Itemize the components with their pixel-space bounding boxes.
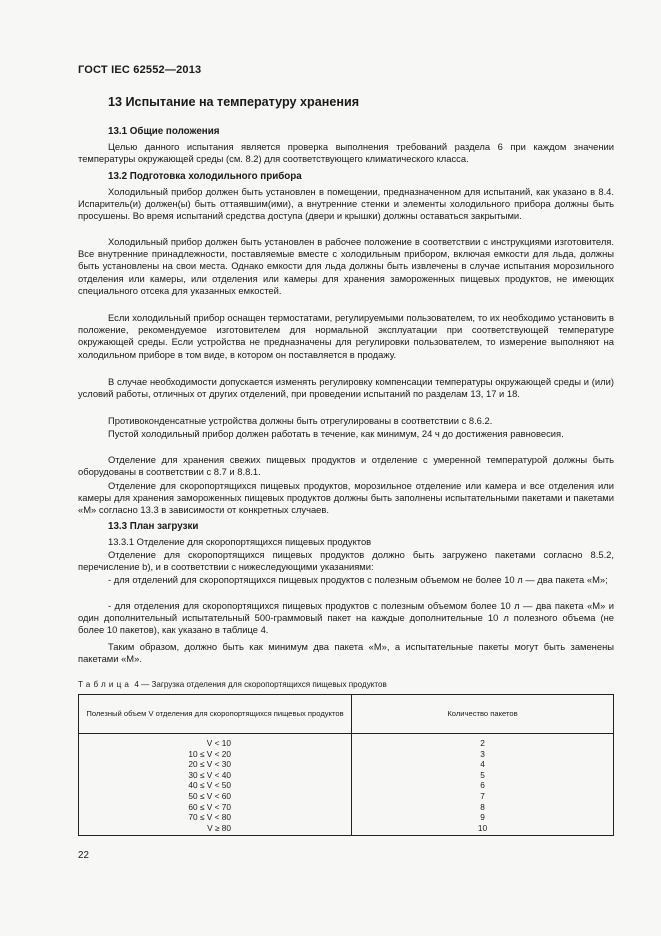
column-header-count-text: Количество пакетов [447,709,518,718]
table-row [79,812,614,823]
volume-cell: 60 ≤ V < 70 [79,802,352,813]
volume-cell: 50 ≤ V < 60 [79,791,352,802]
loading-table [78,694,614,836]
table-row [79,770,614,781]
volume-cell: V ≥ 80 [79,823,352,836]
table-header-row [79,695,614,734]
subsection-title-13-1: 13.1 Общие положения [108,126,220,137]
paragraph-13-2-fresh-food: Отделение для хранения свежих пищевых продуктов и отделение с умеренной температурой должны быть оборудованы в соответствии с 8.7 и 8.8.1. [78,454,614,478]
paragraph-13-3-1-conclusion: Таким образом, должно быть как минимум два пакета «М», а испытательные пакеты могут быть заменены пакетами «М». [78,641,614,665]
count-cell: 10 [352,823,614,836]
table-row [79,823,614,836]
paragraph-13-2-compensation: В случае необходимости допускается изменять регулировку компенсации температуры окружающей среды и (или) условий работы, отличных от других отделений, при проведении испытаний по разделам 13, 17 и 18. [78,376,614,400]
column-header-volume [79,695,352,734]
table-row [79,802,614,813]
column-header-volume-text: Полезный объем V отделения для скоропортящихся пищевых продуктов [86,709,344,718]
count-cell: 4 [352,759,614,770]
column-header-count [352,695,614,734]
paragraph-13-2-perishable: Отделение для скоропортящихся пищевых продуктов, морозильное отделение или камера и все отделения или камеры для хранения замороженных пищевых продуктов должны быть заполнены испытательными пакетами и пакетами «М» согласно 13.3 в зависимости от конкретных случаев. [78,480,614,516]
table-row [79,759,614,770]
count-cell: 6 [352,780,614,791]
count-cell: 9 [352,812,614,823]
subsection-title-13-2: 13.2 Подготовка холодильного прибора [108,171,302,182]
paragraph-13-2-position: Холодильный прибор должен быть установлен в рабочее положение в соответствии с инструкциями изготовителя. Все внутренние принадлежности, поставляемые вместе с холодильным прибором, включая емкости для льда, должны быть установлены на свои места. Однако емкости для льда должны быть извлечены в случае испытания морозильного отделения или камеры, или отделения или камеры для хранения замороженных пищевых продуктов, не имеющих специального отсека для указанных емкостей. [78,236,614,296]
paragraph-13-2-thermostats: Если холодильный прибор оснащен термостатами, регулируемыми пользователем, то их необходимо установить в положение, рекомендуемое изготовителем для нормальной эксплуатации при соответствующей температуре окружающей среды. Если устройства не предназначены для регулировки пользователем, то измерение выполняют на холодильном приборе в том виде, в котором он поставляется в продажу. [78,312,614,360]
subsubsection-title-13-3-1: 13.3.1 Отделение для скоропортящихся пищевых продуктов [108,536,372,547]
table-row [79,780,614,791]
count-cell: 8 [352,802,614,813]
paragraph-13-2-installation: Холодильный прибор должен быть установлен в помещении, предназначенном для испытаний, как указано в 8.4. Испаритель(и) должен(ы) быть оттаявшим(ими), а внутренние стенки и элементы холодильного прибора должны быть просушены. Во время испытаний средства доступа (двери и крышки) должны оставаться закрытыми. [78,186,614,222]
paragraph-13-2-anticondensation: Противоконденсатные устройства должны быть отрегулированы в соответствии с 8.6.2. [108,415,493,426]
table-row [79,791,614,802]
table-row [79,749,614,760]
volume-cell: V < 10 [79,734,352,749]
table-row [79,734,614,749]
volume-cell: 70 ≤ V < 80 [79,812,352,823]
paragraph-13-3-1-loading: Отделение для скоропортящихся пищевых продуктов должно быть загружено пакетами согласно 8.5.2, перечисление b), и в соответствии с нижеследующими указаниями: [78,549,614,573]
count-cell: 3 [352,749,614,760]
subsection-title-13-3: 13.3 План загрузки [108,521,199,532]
table-caption-label: Таблица [78,680,133,689]
page-number: 22 [78,850,89,861]
table-caption [78,680,387,689]
paragraph-13-3-1-large-volume: - для отделения для скоропортящихся пищевых продуктов с полезным объемом более 10 л — два пакета «М» и один дополнительный испытательный 500-граммовый пакет на каждые дополнительные 10 л полезного объема (не более 10 пакетов), как указано в таблице 4. [78,600,614,636]
paragraph-13-3-1-small-volume: - для отделений для скоропортящихся пищевых продуктов с полезным объемом не более 10 л — два пакета «М»; [108,574,608,585]
volume-cell: 10 ≤ V < 20 [79,749,352,760]
volume-cell: 30 ≤ V < 40 [79,770,352,781]
table-caption-text: 4 — Загрузка отделения для скоропортящихся пищевых продуктов [132,680,387,689]
count-cell: 7 [352,791,614,802]
paragraph-13-2-equilibrium: Пустой холодильный прибор должен работать в течение, как минимум, 24 ч до достижения равновесия. [108,428,564,439]
volume-cell: 20 ≤ V < 30 [79,759,352,770]
paragraph-13-1-purpose: Целью данного испытания является проверка выполнения требований раздела 6 при каждом значении температуры окружающей среды (см. 8.2) для соответствующего климатического класса. [78,141,614,165]
section-title: 13 Испытание на температуру хранения [108,95,360,109]
count-cell: 2 [352,734,614,749]
standard-designation: ГОСТ IEC 62552—2013 [78,64,202,76]
count-cell: 5 [352,770,614,781]
volume-cell: 40 ≤ V < 50 [79,780,352,791]
